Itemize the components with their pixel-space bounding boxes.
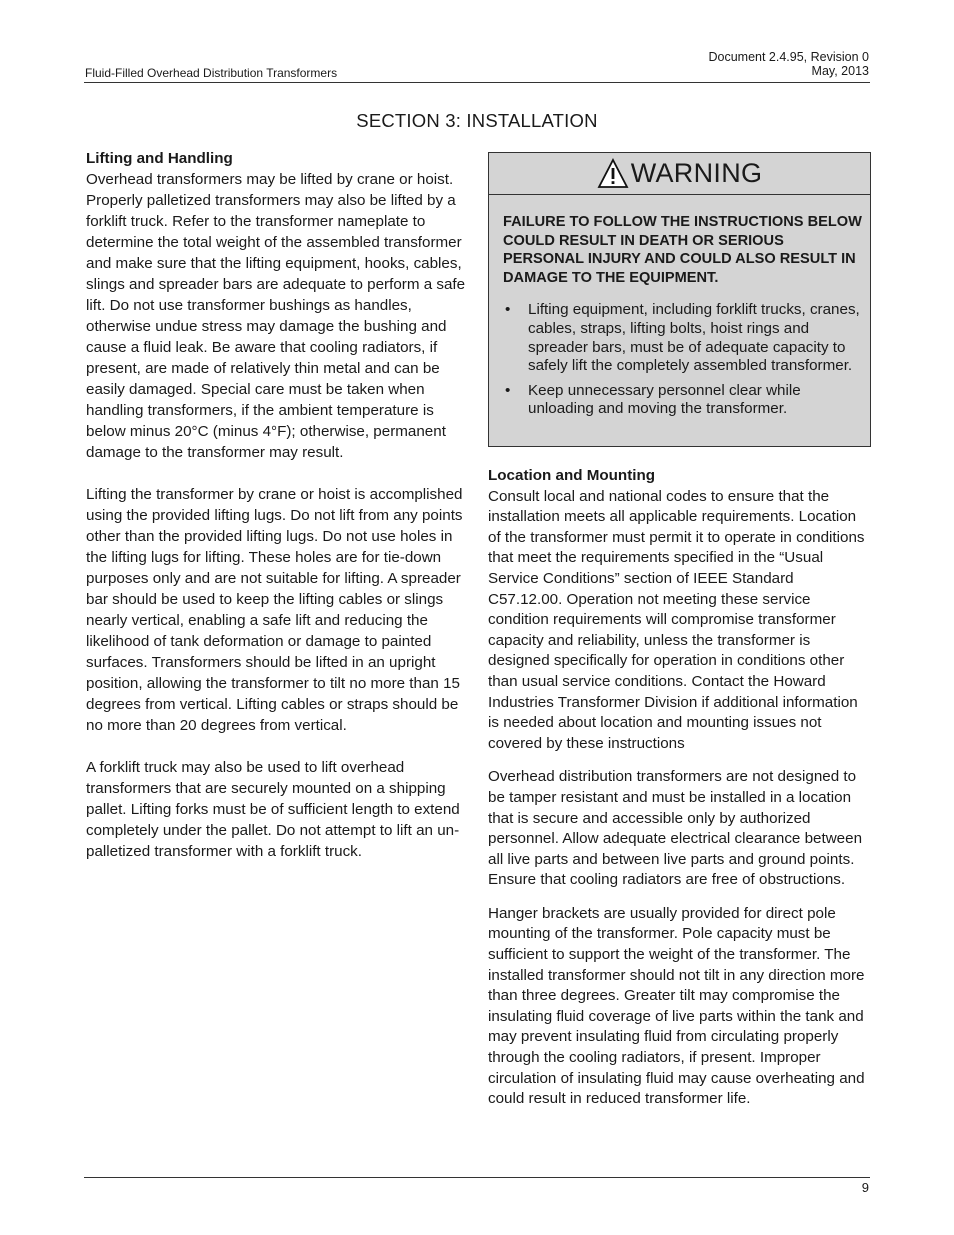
lifting-handling-heading: Lifting and Handling — [86, 150, 233, 167]
warning-item-lifting-equipment — [503, 301, 862, 375]
location-paragraph-1: Consult local and national codes to ensure that the installation meets all applicable requirements. Location of the transformer must permit it to operate in conditions that meet the requirements specified in the “Usual Service Conditions” section of IEEE Standard C57.12.00. Operation not meeting these service condition requirements will compromise transformer capacity and reliability, unless the transformer is designed specifically for operation in conditions other than usual service conditions. Contact the Howard Industries Transformer Division if additional information is needed about location and mounting issues not covered by these instructions — [488, 487, 865, 752]
bullet-icon: • — [505, 381, 511, 399]
warning-body — [489, 195, 870, 419]
warning-box — [488, 152, 871, 447]
lifting-paragraph-1: Overhead transformers may be lifted by crane or hoist. Properly palletized transformers may also be lifted by a forklift truck. Refer to the transformer nameplate to determine the total weight of the assembled transformer and make sure that the lifting equipment, hooks, cables, slings and spreader bars are adequate to perform a safe lift. Do not use transformer bushings as handles, otherwise undue stress may damage the bushing and cause a fluid leak. Be aware that cooling radiators, if present, are made of relatively thin metal and can be easily damaged. Special care must be taken when handling transformers, if the ambient temperature is below minus 20°C (minus 4°F); otherwise, permanent damage to the transformer may result. — [86, 171, 466, 461]
lifting-paragraph-3: A forklift truck may also be used to lift overhead transformers that are securely mounted on a shipping pallet. Lifting forks must be of sufficient length to extend completely under the pallet. Do not attempt to lift an un-palletized transformer with a forklift truck. — [86, 759, 460, 860]
warning-item-text: Lifting equipment, including forklift trucks, cranes, cables, straps, lifting bolts, hoist rings and spreader bars, must be of adequate capacity to safely lift the completely assembled transformer. — [528, 301, 860, 375]
warning-title: WARNING — [630, 158, 763, 188]
right-column — [488, 466, 872, 1110]
page-number: 9 — [861, 1180, 869, 1195]
warning-statement: FAILURE TO FOLLOW THE INSTRUCTIONS BELOW COULD RESULT IN DEATH OR SERIOUS PERSONAL INJURY AND COULD ALSO RESULT IN DAMAGE TO THE EQUIPMENT. — [503, 214, 862, 286]
header-divider — [84, 82, 870, 83]
location-mounting-heading: Location and Mounting — [488, 467, 656, 484]
document-date: May, 2013 — [811, 64, 869, 78]
location-paragraph-3: Hanger brackets are usually provided for direct pole mounting of the transformer. Pole capacity must be sufficient to support the weight of the transformer. The installed transformer should not tilt in any direction more than three degrees. Greater tilt may compromise the insulating fluid coverage of live parts within the tank and may prevent insulating fluid from circulating properly through the cooling radiators, if present. Improper circulation of insulating fluid may cause overheating and could result in reduced transformer life. — [488, 904, 865, 1108]
header-document-info — [708, 50, 869, 78]
bullet-icon: • — [505, 301, 511, 319]
document-revision: Document 2.4.95, Revision 0 — [708, 50, 869, 64]
lifting-paragraph-2: Lifting the transformer by crane or hoist is accomplished using the provided lifting lugs. Do not lift from any points other than the provided lifting lugs. Do not use holes in the lifting lugs for lifting. These holes are for tie-down purposes only and are not suitable for lifting. A spreader bar should be used to keep the lifting cables or slings nearly vertical, enabling a safe lift and reducing the likelihood of tank deformation or damage to painted surfaces. Transformers should be lifted in an upright position, allowing the transformer to tilt no more than 15 degrees from vertical. Lifting cables or straps should be no more than 20 degrees from vertical. — [86, 486, 463, 734]
warning-item-personnel — [503, 382, 862, 419]
warning-triangle-icon — [597, 158, 629, 189]
footer-divider — [84, 1177, 870, 1178]
warning-item-text: Keep unnecessary personnel clear while unloading and moving the transformer. — [528, 381, 801, 418]
header-product-title: Fluid-Filled Overhead Distribution Transformers — [85, 66, 338, 80]
warning-list — [503, 301, 862, 419]
section-title: SECTION 3: INSTALLATION — [356, 110, 598, 131]
location-paragraph-2: Overhead distribution transformers are not designed to be tamper resistant and must be installed in a location that is secure and accessible only by authorized personnel. Allow adequate electrical clearance between all live parts and between live parts and ground points. Ensure that cooling radiators are free of obstructions. — [488, 768, 863, 889]
warning-header — [489, 153, 870, 195]
left-column — [86, 148, 470, 862]
